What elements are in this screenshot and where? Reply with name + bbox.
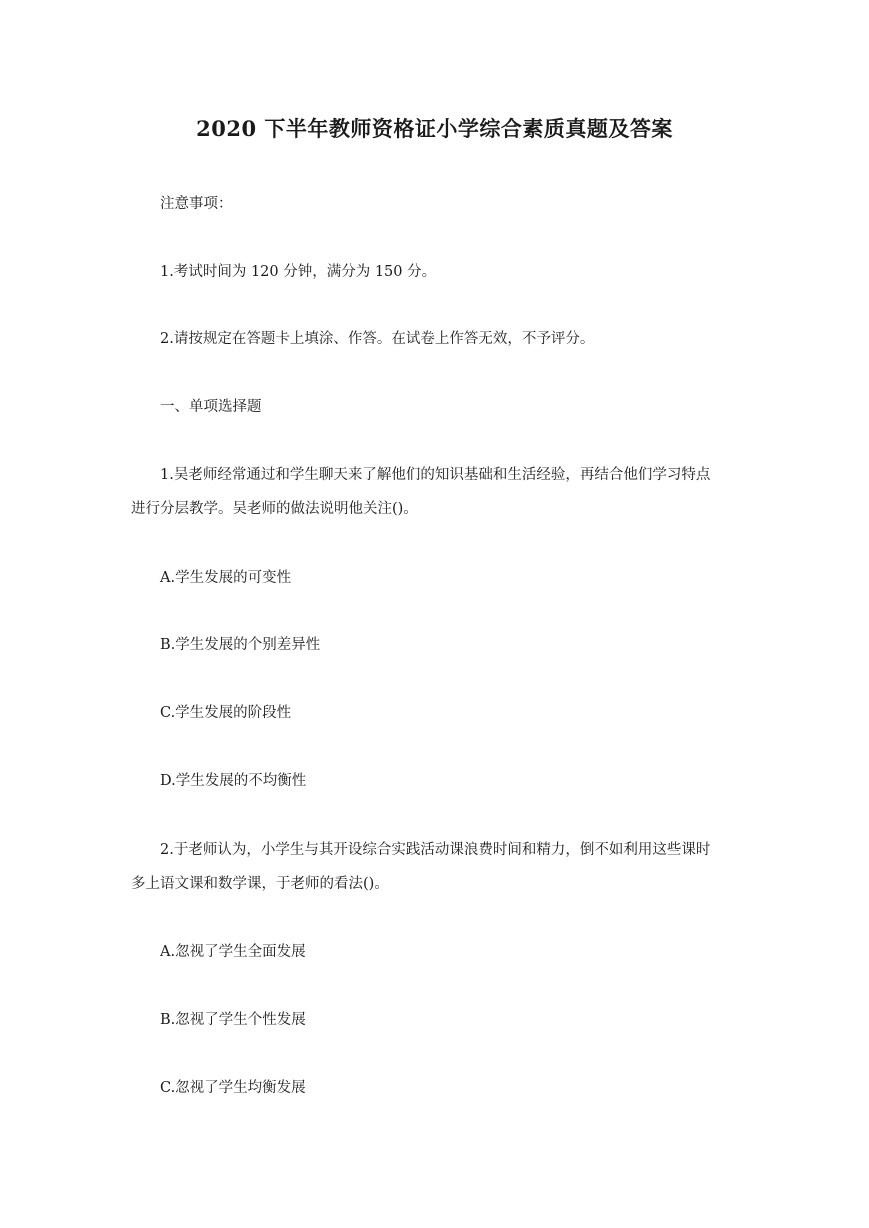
notice-item-1: 1.考试时间为 120 分钟，满分为 150 分。 [160, 264, 437, 280]
notice-heading: 注意事项： [160, 196, 233, 212]
question-1-option-d: D.学生发展的不均衡性 [160, 773, 307, 789]
question-1-stem-line1: 1.吴老师经常通过和学生聊天来了解他们的知识基础和生活经验，再结合他们学习特点 [160, 467, 711, 483]
question-1-option-c: C.学生发展的阶段性 [160, 705, 292, 721]
question-2-stem-line2: 多上语文课和数学课，于老师的看法()。 [131, 876, 389, 892]
notice-item-2: 2.请按规定在答题卡上填涂、作答。在试卷上作答无效，不予评分。 [160, 331, 595, 347]
section-heading: 一、单项选择题 [160, 399, 262, 415]
question-2-option-c: C.忽视了学生均衡发展 [160, 1080, 306, 1096]
question-1-stem-line2: 进行分层教学。吴老师的做法说明他关注()。 [131, 501, 418, 517]
page-title: 2020 下半年教师资格证小学综合素质真题及答案 [196, 116, 673, 141]
question-1-option-a: A.学生发展的可变性 [160, 570, 292, 586]
question-2-option-a: A.忽视了学生全面发展 [160, 944, 306, 960]
question-1-option-b: B.学生发展的个别差异性 [160, 637, 321, 653]
question-2-stem-line1: 2.于老师认为，小学生与其开设综合实践活动课浪费时间和精力，倒不如利用这些课时 [160, 842, 711, 858]
question-2-option-b: B.忽视了学生个性发展 [160, 1012, 306, 1028]
